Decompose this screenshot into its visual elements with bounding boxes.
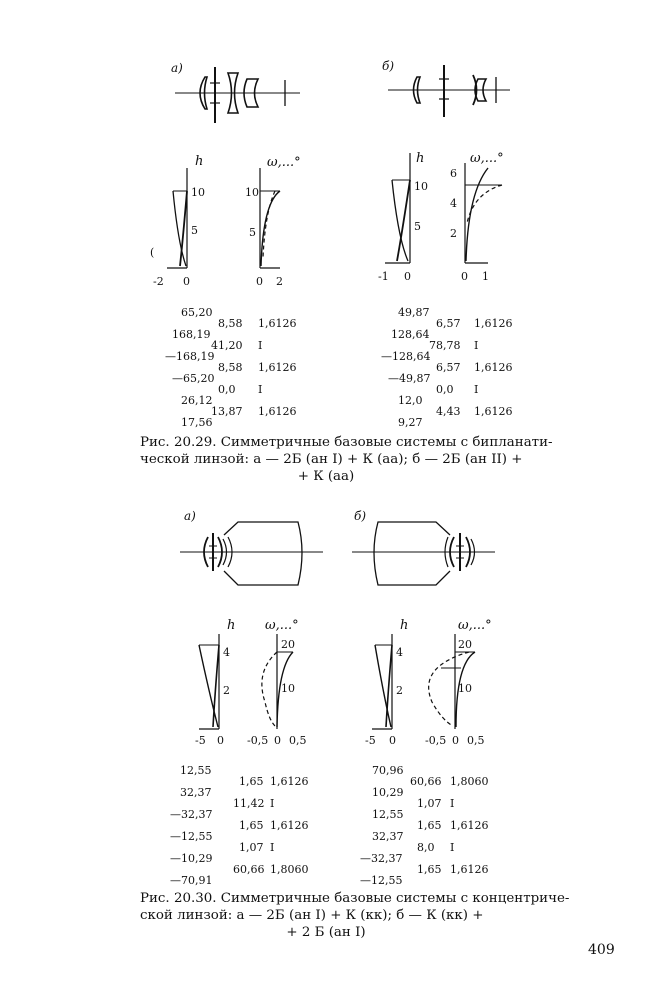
svg-text:(: ( (150, 246, 155, 259)
fig1-b-radius: 128,64 (391, 328, 430, 341)
fig1-b-left-xtick: -1 (378, 270, 389, 283)
fig1-b-left-ytick: 5 (414, 220, 421, 233)
caption-line: ской линзой: а — 2Б (ан I) + К (кк); б — К (кк) + (140, 908, 484, 923)
fig2-b-left-xtick: -5 (365, 734, 376, 747)
fig1-b-right-axis-label: ω,...° (470, 151, 504, 166)
fig2-a-index: I (270, 841, 275, 854)
fig1-a-index: 1,6126 (258, 405, 297, 418)
fig2-a-index: 1,6126 (270, 775, 309, 788)
caption-line: + К (аа) (297, 469, 355, 484)
fig1-a-right-axis-label: ω,...° (267, 155, 301, 170)
fig2-b-thickness: 1,65 (417, 863, 442, 876)
fig2-a-thickness: 11,42 (233, 797, 265, 810)
fig2-b-index: I (450, 797, 455, 810)
fig1-b-index: I (474, 383, 479, 396)
fig1-b-right-xtick: 1 (482, 270, 489, 283)
fig2-b-left-xtick: 0 (389, 734, 396, 747)
fig2-b-plots (357, 612, 497, 752)
fig2-a-plots (185, 612, 325, 752)
fig1-a-right-ytick: 10 (245, 186, 259, 199)
fig2-b-left-ytick: 4 (396, 646, 403, 659)
fig2-a-thickness: 1,65 (239, 775, 264, 788)
fig1-b-right-ytick: 2 (450, 227, 457, 240)
fig1-b-thickness: 0,0 (436, 383, 454, 396)
caption-line: Рис. 20.30. Симметричные базовые системы с концентриче- (140, 891, 570, 906)
fig1-b-radius: 49,87 (398, 306, 430, 319)
fig1-a-left-xtick: -2 (153, 275, 164, 288)
fig1-b-index: 1,6126 (474, 317, 513, 330)
fig1-a-left-ytick: 5 (191, 224, 198, 237)
fig2-a-thickness: 1,07 (239, 841, 264, 854)
fig2-b-thickness: 1,07 (417, 797, 442, 810)
fig2-b-thickness: 8,0 (417, 841, 435, 854)
fig1-a-thickness: 8,58 (218, 361, 243, 374)
fig2-a-index: 1,8060 (270, 863, 309, 876)
fig1-a-index: 1,6126 (258, 317, 297, 330)
fig2-b-right-xtick: 0,5 (467, 734, 485, 747)
fig1-b-thickness: 78,78 (429, 339, 461, 352)
fig2-b-radius: 32,37 (372, 830, 404, 843)
fig2-a-index: I (270, 797, 275, 810)
fig2-a-radius: —10,29 (170, 852, 213, 865)
fig1-a-radius: 17,56 (181, 416, 213, 429)
fig1-a-thickness: 13,87 (211, 405, 243, 418)
fig1-a-radius: 26,12 (181, 394, 213, 407)
fig2-b-right-xtick: 0 (452, 734, 459, 747)
fig2-a-radius: 12,55 (180, 764, 212, 777)
fig2-b-index: 1,6126 (450, 819, 489, 832)
fig1-a-radius: —65,20 (172, 372, 215, 385)
fig2-b-radius: —32,37 (360, 852, 403, 865)
fig1-b-thickness: 6,57 (436, 361, 461, 374)
fig2-b-radius: —12,55 (360, 874, 403, 887)
fig1-a-thickness: 8,58 (218, 317, 243, 330)
fig2-b-index: 1,8060 (450, 775, 489, 788)
fig1-a-radius: 65,20 (181, 306, 213, 319)
fig1-a-left-xtick: 0 (183, 275, 190, 288)
fig2-a-left-ytick: 4 (223, 646, 230, 659)
fig1-a-thickness: 41,20 (211, 339, 243, 352)
fig1-b-right-xtick: 0 (461, 270, 468, 283)
fig2-b-index: 1,6126 (450, 863, 489, 876)
fig1-a-plots (145, 148, 301, 293)
fig2-b-lens-diagram (350, 505, 500, 600)
fig2-a-table (170, 764, 320, 894)
fig1-a-lens-diagram (165, 55, 305, 130)
fig2-b-right-ytick: 10 (458, 682, 472, 695)
fig2-b-right-axis-label: ω,...° (458, 618, 492, 633)
fig1-b-right-ytick: 4 (450, 197, 457, 210)
fig2-a-left-ytick: 2 (223, 684, 230, 697)
fig1-b-thickness: 6,57 (436, 317, 461, 330)
fig2-a-radius: —32,37 (170, 808, 213, 821)
fig2-b-label: б) (354, 509, 367, 523)
fig1-a-radius: —168,19 (165, 350, 215, 363)
fig1-b-radius: 12,0 (398, 394, 423, 407)
fig2-a-lens-diagram (178, 505, 328, 600)
fig2-a-right-ytick: 20 (281, 638, 295, 651)
fig1-b-index: I (474, 339, 479, 352)
fig2-a-left-xtick: -5 (195, 734, 206, 747)
fig1-a-right-xtick: 2 (276, 275, 283, 288)
fig1-b-left-axis-label: h (416, 151, 425, 166)
fig2-b-radius: 70,96 (372, 764, 404, 777)
fig2-a-right-ytick: 10 (281, 682, 295, 695)
fig2-b-right-ytick: 20 (458, 638, 472, 651)
fig2-b-right-xtick: -0,5 (425, 734, 447, 747)
fig2-a-radius: 32,37 (180, 786, 212, 799)
fig1-a-index: 1,6126 (258, 361, 297, 374)
fig1-b-radius: —128,64 (381, 350, 431, 363)
fig1-a-index: I (258, 383, 263, 396)
figure-2-caption (140, 890, 570, 941)
fig1-a-right-ytick: 5 (249, 226, 256, 239)
fig2-b-thickness: 1,65 (417, 819, 442, 832)
fig1-b-index: 1,6126 (474, 361, 513, 374)
fig1-b-label: б) (382, 59, 395, 73)
fig2-b-table (360, 764, 510, 894)
fig1-b-index: 1,6126 (474, 405, 513, 418)
fig1-b-table (381, 306, 521, 436)
fig2-a-radius: —12,55 (170, 830, 213, 843)
fig2-b-thickness: 60,66 (410, 775, 442, 788)
fig1-b-left-xtick: 0 (404, 270, 411, 283)
fig1-a-thickness: 0,0 (218, 383, 236, 396)
fig2-a-right-xtick: -0,5 (247, 734, 269, 747)
fig2-b-index: I (450, 841, 455, 854)
fig2-a-index: 1,6126 (270, 819, 309, 832)
fig2-a-right-xtick: 0,5 (289, 734, 307, 747)
fig1-a-left-axis-label: h (195, 154, 204, 169)
fig2-a-thickness: 60,66 (233, 863, 265, 876)
fig1-b-right-ytick: 6 (450, 167, 457, 180)
fig1-b-lens-diagram (380, 55, 520, 130)
fig2-a-left-axis-label: h (227, 618, 236, 633)
fig1-a-left-ytick: 10 (191, 186, 205, 199)
caption-line: + 2 Б (ан I) (286, 925, 366, 940)
fig1-b-thickness: 4,43 (436, 405, 461, 418)
fig2-b-left-axis-label: h (400, 618, 409, 633)
fig2-a-radius: —70,91 (170, 874, 213, 887)
fig1-b-plots (370, 148, 520, 293)
fig1-a-label: а) (171, 61, 183, 75)
fig2-b-radius: 10,29 (372, 786, 404, 799)
figure-1-caption (140, 434, 553, 485)
page-number: 409 (588, 942, 615, 958)
fig2-a-thickness: 1,65 (239, 819, 264, 832)
fig2-a-label: а) (184, 509, 196, 523)
fig2-a-right-axis-label: ω,...° (265, 618, 299, 633)
fig1-b-radius: 9,27 (398, 416, 423, 429)
fig2-a-right-xtick: 0 (274, 734, 281, 747)
fig1-b-radius: —49,87 (388, 372, 431, 385)
caption-line: ческой линзой: а — 2Б (ан I) + К (аа); б — 2Б (ан II) + (140, 452, 523, 467)
fig1-a-radius: 168,19 (172, 328, 211, 341)
fig2-b-left-ytick: 2 (396, 684, 403, 697)
fig1-b-left-ytick: 10 (414, 180, 428, 193)
fig2-b-radius: 12,55 (372, 808, 404, 821)
caption-line: Рис. 20.29. Симметричные базовые системы с бипланати- (140, 435, 553, 450)
fig2-a-left-xtick: 0 (217, 734, 224, 747)
fig1-a-right-xtick: 0 (256, 275, 263, 288)
fig1-a-table (165, 306, 308, 436)
fig1-a-index: I (258, 339, 263, 352)
